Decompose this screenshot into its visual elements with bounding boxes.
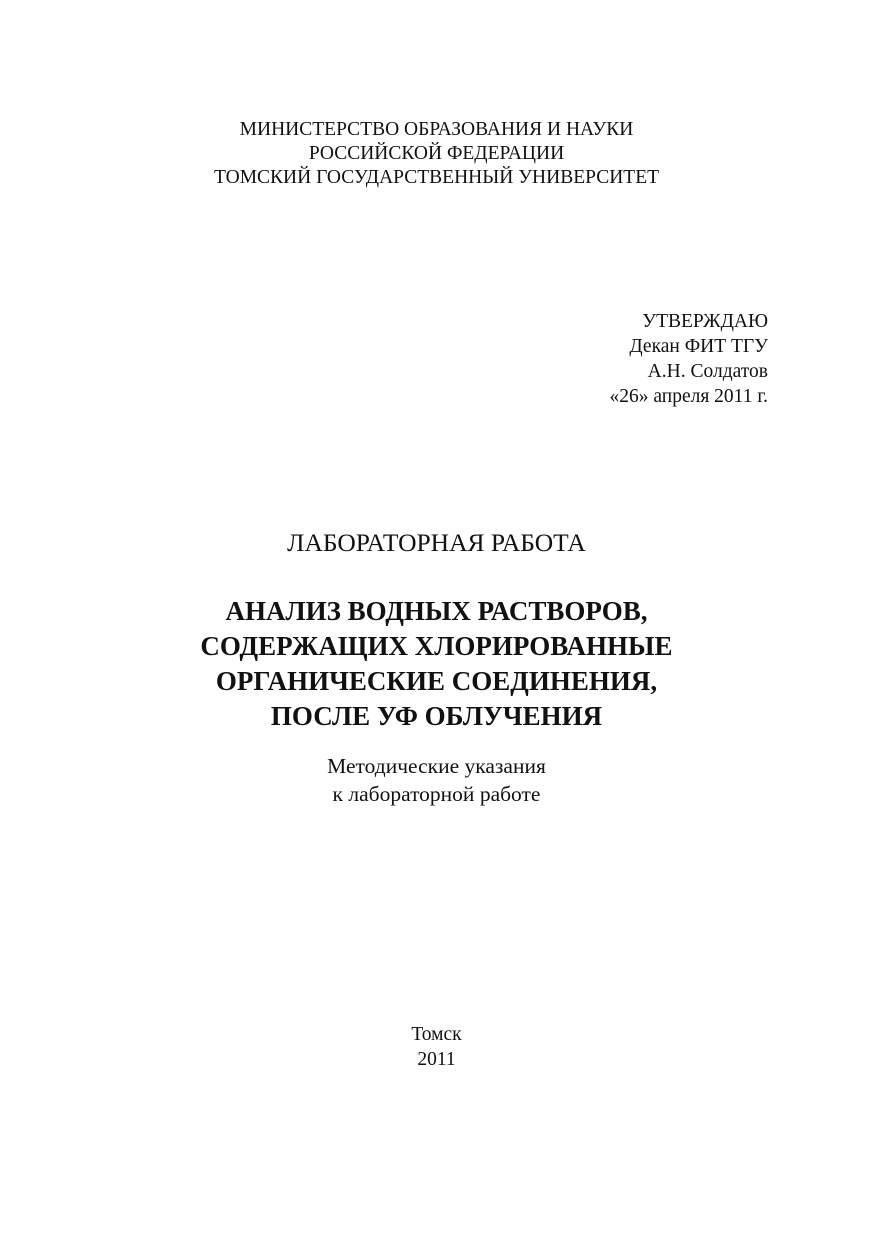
- approval-block: [609, 309, 768, 409]
- approval-date: «26» апреля 2011 г.: [609, 386, 768, 407]
- header-line-ministry: МИНИСТЕРСТВО ОБРАЗОВАНИЯ И НАУКИ: [239, 119, 634, 140]
- header-line-federation: РОССИЙСКОЙ ФЕДЕРАЦИИ: [308, 143, 565, 164]
- header-line-university: ТОМСКИЙ ГОСУДАРСТВЕННЫЙ УНИВЕРСИТЕТ: [213, 167, 660, 188]
- work-type-label: ЛАБОРАТОРНАЯ РАБОТА: [287, 528, 586, 557]
- approval-label: УТВЕРЖДАЮ: [642, 311, 768, 332]
- title-line-3: ОРГАНИЧЕСКИЕ СОЕДИНЕНИЯ,: [215, 666, 658, 696]
- publication-footer: [0, 1022, 873, 1072]
- title-line-4: ПОСЛЕ УФ ОБЛУЧЕНИЯ: [270, 701, 603, 731]
- title-line-2: СОДЕРЖАЩИХ ХЛОРИРОВАННЫЕ: [200, 631, 673, 661]
- subtitle-line-1: Методические указания: [327, 754, 546, 778]
- footer-year: 2011: [417, 1049, 456, 1070]
- document-title: [0, 594, 873, 734]
- ministry-header: [0, 118, 873, 190]
- title-line-1: АНАЛИЗ ВОДНЫХ РАСТВОРОВ,: [225, 596, 648, 626]
- document-subtitle: [0, 752, 873, 808]
- footer-city: Томск: [411, 1024, 462, 1045]
- work-type-heading: [0, 528, 873, 558]
- subtitle-line-2: к лабораторной работе: [332, 782, 541, 806]
- approval-name: А.Н. Солдатов: [647, 361, 768, 382]
- approval-position: Декан ФИТ ТГУ: [629, 336, 768, 357]
